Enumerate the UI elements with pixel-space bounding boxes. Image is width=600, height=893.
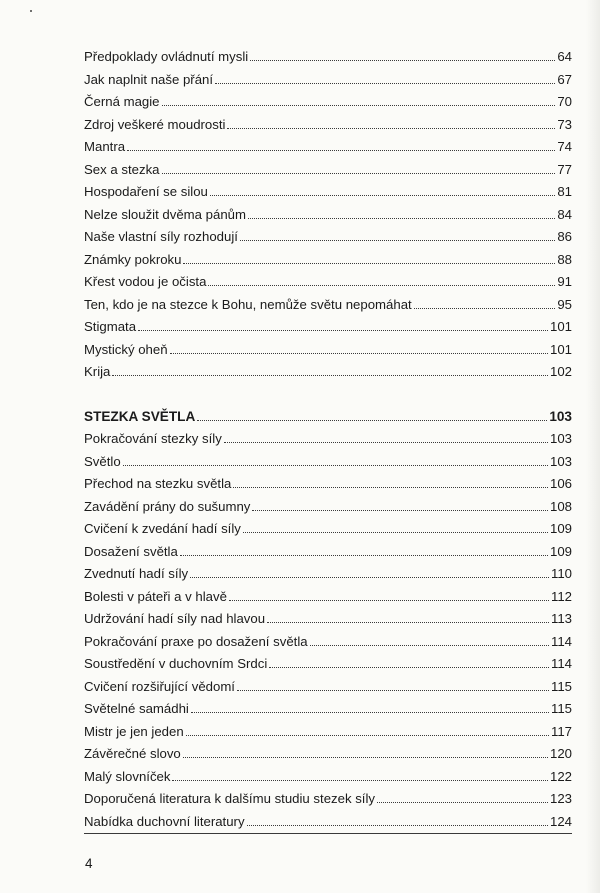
toc-entry[interactable] (84, 563, 572, 586)
toc-entry-page: 67 (557, 71, 572, 87)
toc-entry-page: 114 (550, 656, 572, 671)
toc-dot-leader (227, 127, 555, 129)
toc-entry[interactable] (84, 676, 572, 699)
toc-entry[interactable] (84, 159, 572, 182)
toc-entry-title: Malý slovníček (84, 768, 171, 784)
toc-entry-page: 124 (549, 813, 572, 829)
toc-dot-leader (267, 621, 549, 623)
toc-entry-page: 110 (550, 566, 572, 581)
toc-dot-leader (186, 734, 549, 736)
toc-entry-page: 109 (549, 543, 572, 559)
toc-heading-page: 103 (549, 408, 572, 424)
toc-entry[interactable] (84, 114, 572, 137)
toc-entry-page: 77 (557, 161, 572, 177)
toc-entry[interactable] (84, 249, 572, 272)
toc-entry-title: Nelze sloužit dvěma pánům (84, 206, 246, 222)
toc-section-2 (84, 406, 572, 835)
toc-dot-leader (172, 779, 548, 781)
toc-entry[interactable] (84, 136, 572, 159)
toc-dot-leader (191, 711, 549, 713)
toc-dot-leader (112, 374, 548, 376)
toc-dot-leader (183, 262, 555, 264)
toc-entry-page: 95 (557, 296, 572, 312)
toc-dot-leader (180, 554, 548, 556)
toc-entry-title: Sex a stezka (84, 161, 160, 177)
toc-entry[interactable] (84, 226, 572, 249)
toc-entry[interactable] (84, 428, 572, 451)
toc-entry-title: Hospodaření se silou (84, 184, 208, 199)
toc-entry-title: Černá magie (84, 94, 160, 109)
toc-dot-leader (250, 59, 555, 61)
toc-entry-title: Bolesti v páteři a v hlavě (84, 588, 227, 604)
section-divider-line (84, 833, 572, 834)
toc-entry-page: 103 (549, 431, 572, 446)
table-of-contents (84, 46, 572, 834)
toc-entry-page: 101 (549, 319, 572, 334)
toc-entry-title: Mantra (84, 139, 126, 154)
toc-dot-leader (248, 217, 555, 219)
toc-dot-leader (190, 576, 549, 578)
toc-dot-leader (197, 419, 547, 421)
toc-dot-leader (414, 307, 556, 309)
toc-entry-title: Známky pokroku (84, 251, 182, 267)
toc-entry[interactable] (84, 788, 572, 811)
toc-entry[interactable] (84, 294, 572, 317)
toc-entry[interactable] (84, 496, 572, 519)
toc-entry-title: Předpoklady ovládnutí mysli (84, 49, 249, 64)
toc-entry[interactable] (84, 631, 572, 654)
toc-dot-leader (229, 599, 549, 601)
toc-entry[interactable] (84, 69, 572, 92)
toc-dot-leader (240, 239, 555, 241)
toc-dot-leader (215, 82, 555, 84)
toc-entry-page: 108 (549, 498, 572, 514)
toc-entry[interactable] (84, 721, 572, 744)
toc-entry-title: Ten, kdo je na stezce k Bohu, nemůže světu nepomáhat (84, 296, 412, 312)
toc-entry-title: Mystický oheň (84, 341, 168, 357)
toc-dot-leader (233, 486, 548, 488)
toc-dot-leader (127, 149, 555, 151)
toc-dot-leader (210, 194, 555, 196)
toc-dot-leader (170, 352, 548, 354)
toc-entry-title: Krija (84, 364, 111, 379)
toc-heading-stezka-svetla[interactable] (84, 406, 572, 429)
toc-dot-leader (237, 689, 549, 691)
toc-entry-page: 114 (550, 633, 572, 649)
toc-entry-title: Světlo (84, 453, 121, 469)
toc-entry[interactable] (84, 653, 572, 676)
page-number: 4 (85, 856, 93, 871)
toc-entry-title: Závěrečné slovo (84, 746, 181, 761)
toc-dot-leader (138, 329, 548, 331)
toc-dot-leader (183, 756, 548, 758)
toc-entry-page: 70 (557, 94, 572, 109)
toc-entry-title: Soustředění v duchovním Srdci (84, 656, 268, 671)
toc-entry-page: 102 (549, 364, 572, 379)
toc-entry[interactable] (84, 339, 572, 362)
toc-dot-leader (208, 284, 555, 286)
toc-entry-page: 91 (557, 274, 572, 289)
toc-entry[interactable] (84, 586, 572, 609)
toc-dot-leader (123, 464, 548, 466)
toc-entry-page: 101 (549, 341, 572, 357)
toc-entry-title: Křest vodou je očista (84, 274, 207, 289)
toc-entry-title: Zvednutí hadí síly (84, 566, 189, 581)
toc-entry-title: Světelné samádhi (84, 701, 189, 716)
toc-entry-title: Stigmata (84, 319, 137, 334)
toc-entry-title: Přechod na stezku světla (84, 476, 232, 491)
toc-entry-page: 106 (549, 476, 572, 491)
toc-entry[interactable] (84, 473, 572, 496)
toc-entry-title: Udržování hadí síly nad hlavou (84, 611, 266, 626)
toc-entry-title: Jak naplnit naše přání (84, 71, 214, 87)
toc-entry-page: 86 (557, 229, 572, 244)
toc-entry-page: 103 (549, 453, 572, 469)
toc-entry-title: Nabídka duchovní literatury (84, 813, 245, 829)
toc-entry-page: 120 (549, 746, 572, 761)
toc-entry[interactable] (84, 811, 572, 834)
toc-entry[interactable] (84, 743, 572, 766)
toc-dot-leader (162, 104, 556, 106)
toc-entry[interactable] (84, 361, 572, 384)
toc-entry[interactable] (84, 46, 572, 69)
toc-entry-page: 109 (549, 521, 572, 536)
toc-entry-title: Naše vlastní síly rozhodují (84, 229, 238, 244)
toc-entry-page: 73 (557, 116, 572, 132)
toc-entry[interactable] (84, 271, 572, 294)
toc-dot-leader (310, 644, 549, 646)
toc-entry-title: Zavádění prány do sušumny (84, 498, 251, 514)
toc-dot-leader (377, 801, 548, 803)
scan-edge-shadow (586, 0, 600, 893)
toc-entry-page: 122 (549, 768, 572, 784)
toc-entry-page: 115 (550, 701, 572, 716)
toc-entry-title: Cvičení rozšiřující vědomí (84, 678, 235, 694)
toc-entry-page: 123 (549, 791, 572, 806)
toc-heading-title: STEZKA SVĚTLA (84, 408, 196, 424)
toc-dot-leader (247, 824, 548, 826)
toc-entry-page: 88 (557, 251, 572, 267)
toc-entry-title: Pokračování stezky síly (84, 431, 222, 446)
toc-dot-leader (224, 441, 548, 443)
toc-entry[interactable] (84, 766, 572, 789)
scan-speck (30, 10, 32, 12)
toc-entry[interactable] (84, 316, 572, 339)
toc-entry-page: 115 (550, 678, 572, 694)
toc-entry-page: 74 (557, 139, 572, 154)
toc-entry[interactable] (84, 541, 572, 564)
toc-entry-title: Dosažení světla (84, 543, 178, 559)
toc-entry-page: 81 (557, 184, 572, 199)
toc-dot-leader (162, 172, 556, 174)
toc-dot-leader (269, 666, 549, 668)
toc-entry-title: Zdroj veškeré moudrosti (84, 116, 226, 132)
toc-entry[interactable] (84, 204, 572, 227)
toc-section-1 (84, 46, 572, 384)
toc-section-2-entries (84, 428, 572, 834)
toc-dot-leader (243, 531, 548, 533)
toc-dot-leader (252, 509, 548, 511)
toc-entry-title: Pokračování praxe po dosažení světla (84, 633, 308, 649)
toc-entry-page: 113 (550, 611, 572, 626)
toc-entry-page: 112 (550, 588, 572, 604)
toc-entry-page: 64 (557, 49, 572, 64)
toc-entry[interactable] (84, 518, 572, 541)
toc-entry-page: 117 (550, 723, 572, 739)
toc-entry[interactable] (84, 91, 572, 114)
toc-entry[interactable] (84, 181, 572, 204)
toc-entry-title: Mistr je jen jeden (84, 723, 184, 739)
toc-entry-title: Doporučená literatura k dalšímu studiu stezek síly (84, 791, 375, 806)
toc-entry-page: 84 (557, 206, 572, 222)
toc-entry[interactable] (84, 698, 572, 721)
toc-entry[interactable] (84, 608, 572, 631)
toc-entry-title: Cvičení k zvedání hadí síly (84, 521, 241, 536)
toc-entry[interactable] (84, 451, 572, 474)
